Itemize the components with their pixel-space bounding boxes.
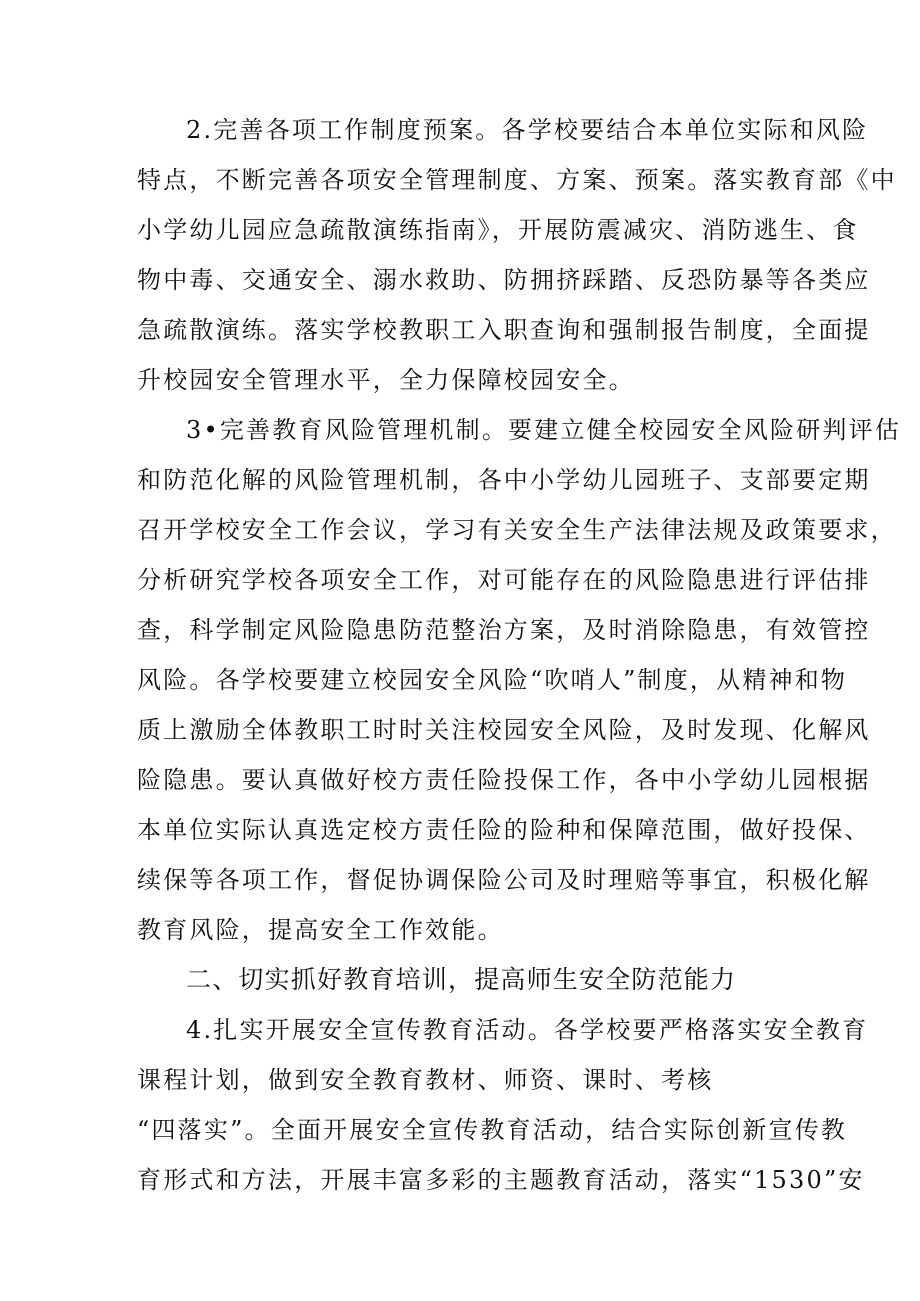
paragraph-3-line-9: 本单位实际认真选定校方责任险的险种和保障范围，做好投保、: [137, 816, 871, 844]
paragraph-2-line-2: 特点，不断完善各项安全管理制度、方案、预案。落实教育部《中: [137, 166, 897, 194]
paragraph-3-line-5: 查，科学制定风险隐患防范整治方案，及时消除隐患，有效管控: [137, 616, 871, 644]
paragraph-3-line-7: 质上激励全体教职工时时关注校园安全风险，及时发现、化解风: [137, 716, 871, 744]
section-heading: 二、切实抓好教育培训，提高师生安全防范能力: [186, 965, 737, 994]
paragraph-3-line-4: 分析研究学校各项安全工作，对可能存在的风险隐患进行评估排: [137, 566, 871, 594]
paragraph-2-line-4: 物中毒、交通安全、溺水救助、防拥挤踩踏、反恐防暴等各类应: [137, 266, 871, 294]
paragraph-2-line-5: 急疏散演练。落实学校教职工入职查询和强制报告制度，全面提: [137, 316, 871, 344]
paragraph-4-line-3: “四落实”。全面开展安全宣传教育活动，结合实际创新宣传教: [137, 1116, 848, 1144]
paragraph-3-line-10: 续保等各项工作，督促协调保险公司及时理赔等事宜，积极化解: [137, 866, 871, 894]
paragraph-4-line-2: 课程计划，做到安全教育教材、师资、课时、考核: [137, 1066, 714, 1094]
paragraph-4-line-1: 4.扎实开展安全宣传教育活动。各学校要严格落实安全教育: [186, 1016, 869, 1044]
paragraph-3-line-2: 和防范化解的风险管理机制，各中小学幼儿园班子、支部要定期: [137, 466, 871, 494]
paragraph-3-line-6: 风险。各学校要建立校园安全风险“吹哨人”制度，从精神和物: [137, 666, 848, 694]
paragraph-2-line-1: 2.完善各项工作制度预案。各学校要结合本单位实际和风险: [186, 116, 869, 144]
paragraph-3-line-1: 3•完善教育风险管理机制。要建立健全校园安全风险研判评估: [186, 416, 902, 444]
paragraph-3-line-11: 教育风险，提高安全工作效能。: [137, 916, 504, 944]
paragraph-4-line-4: 育形式和方法，开展丰富多彩的主题教育活动，落实“1530”安: [137, 1166, 865, 1194]
paragraph-2-line-3: 小学幼儿园应急疏散演练指南》，开展防震减灾、消防逃生、食: [137, 216, 859, 244]
paragraph-3-line-8: 险隐患。要认真做好校方责任险投保工作，各中小学幼儿园根据: [137, 766, 871, 794]
paragraph-2-line-6: 升校园安全管理水平，全力保障校园安全。: [137, 366, 635, 394]
paragraph-3-line-3: 召开学校安全工作会议，学习有关安全生产法律法规及政策要求，: [137, 516, 897, 544]
